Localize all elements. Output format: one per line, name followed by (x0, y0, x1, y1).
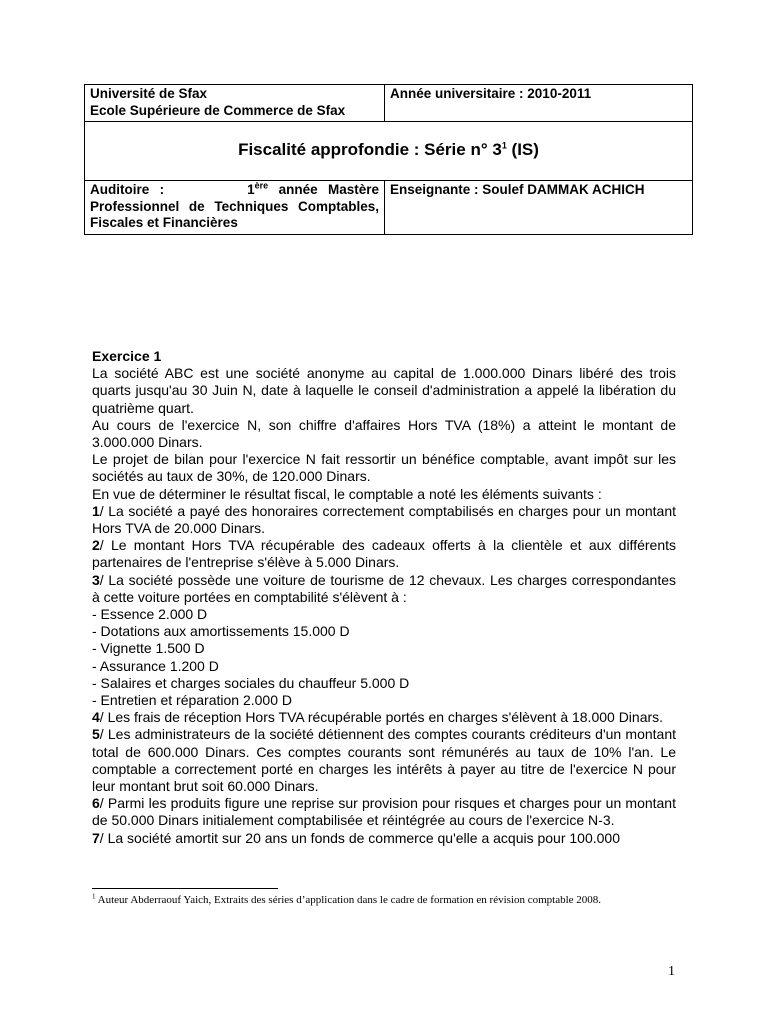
item-number: 7 (92, 829, 100, 846)
page-number: 1 (668, 964, 675, 979)
item-text: / Parmi les produits figure une reprise sur provision pour risques et charges pour un montant de 50.000 Dinars initialement comptabilisée et réintégrée au cours de l'exercice N-3. (92, 795, 676, 829)
audience-rest: Professionnel de Techniques Comptables, Fiscales et Financières (90, 198, 379, 230)
academic-year-cell (385, 85, 693, 122)
exercise-body (92, 348, 676, 847)
exercise-item (92, 503, 676, 537)
teacher-name: Enseignante : Soulef DAMMAK ACHICH (390, 182, 645, 197)
audience-line1-rest: année Mastère (268, 182, 379, 197)
intro-paragraph: La société ABC est une société anonyme au capital de 1.000.000 Dinars libéré des trois quarts jusqu'au 30 Juin N, date à laquelle le conseil d'administration a appelé la libération du quatrième quart. (92, 365, 676, 416)
title-cell (85, 122, 693, 181)
university-name: Université de Sfax (90, 86, 208, 101)
header-table (84, 84, 693, 235)
intro-paragraph: Le projet de bilan pour l'exercice N fait ressortir un bénéfice comptable, avant impôt sur les sociétés au taux de 30%, de 120.000 Dinars. (92, 451, 676, 485)
footnote-ref: 1 (92, 892, 96, 901)
document-title-suffix: (IS) (506, 140, 539, 160)
academic-year: Année universitaire : 2010-2011 (390, 86, 592, 101)
document-title: Fiscalité approfondie : Série n° 3 (238, 140, 502, 160)
exercise-item (92, 795, 676, 829)
exercise-item (92, 572, 676, 606)
title-footnote-ref: 1 (501, 140, 507, 151)
audience-cell (85, 181, 385, 235)
audience-level: 1 (247, 182, 255, 197)
intro-paragraph: Au cours de l'exercice N, son chiffre d'affaires Hors TVA (18%) a atteint le montant de 3.000.000 Dinars. (92, 416, 676, 451)
exercise-title: Exercice 1 (92, 348, 162, 364)
item-number: 3 (92, 571, 100, 588)
item-number: 4 (92, 709, 100, 726)
audience-line-1 (90, 182, 379, 199)
charge-line: - Essence 2.000 D (92, 606, 208, 623)
item-number: 5 (92, 726, 100, 743)
exercise-item (92, 726, 676, 795)
exercise-item (92, 709, 676, 726)
school-name: Ecole Supérieure de Commerce de Sfax (90, 102, 346, 118)
charge-line: - Assurance 1.200 D (92, 657, 219, 674)
item-text: / Les administrateurs de la société détiennent des comptes courants créditeurs d'un montant total de 600.000 Dinars. Ces comptes courants sont rémunérés au taux de 10% l'an. Le comptable a correctement porté en charges les intérêts à payer au titre de l'exercice N pour leur montant brut soit 60.000 Dinars. (92, 726, 676, 795)
footnote-divider (92, 888, 278, 889)
item-text: / La société a payé des honoraires correctement comptabilisés en charges pour un montant Hors TVA de 20.000 Dinars. (92, 502, 676, 537)
item-text: / Les frais de réception Hors TVA récupérable portés en charges s'élèvent à 18.000 Dinars. (99, 709, 664, 726)
item-number: 1 (92, 502, 100, 519)
item-number: 6 (92, 795, 100, 812)
item-text: / La société amortit sur 20 ans un fonds de commerce qu'elle a acquis pour 100.000 (99, 829, 620, 846)
intro-paragraph: En vue de déterminer le résultat fiscal, le comptable a noté les éléments suivants : (92, 485, 602, 502)
charge-line: - Vignette 1.500 D (92, 640, 205, 657)
audience-label: Auditoire : (90, 182, 165, 197)
item-number: 2 (92, 537, 100, 554)
university-cell (85, 85, 385, 122)
charge-line: - Dotations aux amortissements 15.000 D (92, 623, 350, 640)
item-text: / Le montant Hors TVA récupérable des cadeaux offerts à la clientèle et aux différents partenaires de l'entreprise s'élève à 5.000 Dinars. (92, 537, 676, 571)
teacher-cell (385, 181, 693, 235)
exercise-item (92, 537, 676, 571)
item-text: / La société possède une voiture de tourisme de 12 chevaux. Les charges correspondantes à cette voiture portées en comptabilité s'élèvent à : (92, 571, 676, 605)
footnote (92, 893, 676, 907)
charge-line: - Entretien et réparation 2.000 D (92, 692, 293, 709)
footnote-text: Auteur Abderraouf Yaich, Extraits des séries d’application dans le cadre de formation en révision comptable 2008. (95, 894, 602, 906)
audience-level-sup: ère (254, 180, 269, 191)
exercise-item (92, 830, 676, 847)
charge-line: - Salaires et charges sociales du chauffeur 5.000 D (92, 674, 410, 691)
